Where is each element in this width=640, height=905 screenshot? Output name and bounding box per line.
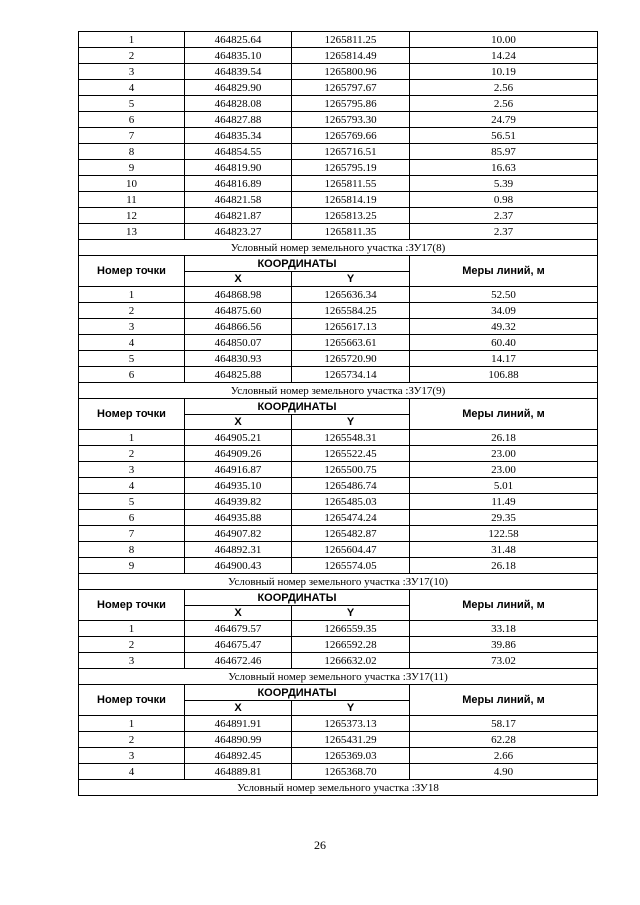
table-row bbox=[79, 748, 598, 764]
point-number-cell: 6 bbox=[79, 510, 185, 526]
line-measure-cell: 2.56 bbox=[410, 96, 598, 112]
x-coordinate-cell: 464819.90 bbox=[185, 160, 292, 176]
y-coordinate-cell: 1266592.28 bbox=[292, 637, 410, 653]
point-number-cell: 4 bbox=[79, 80, 185, 96]
x-coordinate-cell: 464679.57 bbox=[185, 621, 292, 637]
point-number-header: Номер точки bbox=[79, 256, 185, 287]
line-measure-cell: 26.18 bbox=[410, 558, 598, 574]
line-measure-cell: 73.02 bbox=[410, 653, 598, 669]
x-coordinate-cell: 464892.45 bbox=[185, 748, 292, 764]
y-header: Y bbox=[292, 701, 410, 716]
line-measure-cell: 85.97 bbox=[410, 144, 598, 160]
section-caption: Условный номер земельного участка :ЗУ18 bbox=[79, 780, 598, 796]
point-number-cell: 4 bbox=[79, 335, 185, 351]
x-coordinate-cell: 464900.43 bbox=[185, 558, 292, 574]
line-measure-cell: 2.66 bbox=[410, 748, 598, 764]
x-header: X bbox=[185, 415, 292, 430]
table-row bbox=[79, 653, 598, 669]
table-row bbox=[79, 510, 598, 526]
table-row bbox=[79, 558, 598, 574]
y-coordinate-cell: 1265734.14 bbox=[292, 367, 410, 383]
table-row bbox=[79, 176, 598, 192]
y-coordinate-cell: 1265500.75 bbox=[292, 462, 410, 478]
y-coordinate-cell: 1265584.25 bbox=[292, 303, 410, 319]
x-header: X bbox=[185, 272, 292, 287]
y-coordinate-cell: 1265814.49 bbox=[292, 48, 410, 64]
x-coordinate-cell: 464829.90 bbox=[185, 80, 292, 96]
line-measure-cell: 62.28 bbox=[410, 732, 598, 748]
line-measure-cell: 2.37 bbox=[410, 224, 598, 240]
y-coordinate-cell: 1265795.86 bbox=[292, 96, 410, 112]
point-number-cell: 5 bbox=[79, 351, 185, 367]
x-coordinate-cell: 464827.88 bbox=[185, 112, 292, 128]
x-coordinate-cell: 464907.82 bbox=[185, 526, 292, 542]
section-caption-row bbox=[79, 574, 598, 590]
y-coordinate-cell: 1265474.24 bbox=[292, 510, 410, 526]
x-coordinate-cell: 464839.54 bbox=[185, 64, 292, 80]
y-coordinate-cell: 1265373.13 bbox=[292, 716, 410, 732]
point-number-cell: 3 bbox=[79, 64, 185, 80]
x-coordinate-cell: 464675.47 bbox=[185, 637, 292, 653]
x-coordinate-cell: 464835.34 bbox=[185, 128, 292, 144]
x-coordinate-cell: 464916.87 bbox=[185, 462, 292, 478]
header-row bbox=[79, 399, 598, 415]
header-row bbox=[79, 256, 598, 272]
line-measure-cell: 5.01 bbox=[410, 478, 598, 494]
x-coordinate-cell: 464866.56 bbox=[185, 319, 292, 335]
x-coordinate-cell: 464939.82 bbox=[185, 494, 292, 510]
point-number-cell: 2 bbox=[79, 48, 185, 64]
header-row bbox=[79, 685, 598, 701]
table-row bbox=[79, 32, 598, 48]
y-coordinate-cell: 1265720.90 bbox=[292, 351, 410, 367]
point-number-cell: 1 bbox=[79, 716, 185, 732]
point-number-cell: 2 bbox=[79, 303, 185, 319]
line-measure-cell: 2.56 bbox=[410, 80, 598, 96]
x-coordinate-cell: 464835.10 bbox=[185, 48, 292, 64]
point-number-cell: 8 bbox=[79, 542, 185, 558]
line-measure-cell: 122.58 bbox=[410, 526, 598, 542]
x-coordinate-cell: 464821.58 bbox=[185, 192, 292, 208]
point-number-cell: 1 bbox=[79, 621, 185, 637]
table-row bbox=[79, 621, 598, 637]
point-number-cell: 5 bbox=[79, 96, 185, 112]
table-row bbox=[79, 462, 598, 478]
y-coordinate-cell: 1265368.70 bbox=[292, 764, 410, 780]
line-measure-cell: 23.00 bbox=[410, 446, 598, 462]
x-coordinate-cell: 464672.46 bbox=[185, 653, 292, 669]
x-coordinate-cell: 464850.07 bbox=[185, 335, 292, 351]
point-number-header: Номер точки bbox=[79, 399, 185, 430]
y-coordinate-cell: 1265716.51 bbox=[292, 144, 410, 160]
line-measure-cell: 2.37 bbox=[410, 208, 598, 224]
line-measure-cell: 33.18 bbox=[410, 621, 598, 637]
y-coordinate-cell: 1265574.05 bbox=[292, 558, 410, 574]
point-number-cell: 6 bbox=[79, 367, 185, 383]
y-coordinate-cell: 1266632.02 bbox=[292, 653, 410, 669]
table-row bbox=[79, 208, 598, 224]
section-caption-row bbox=[79, 780, 598, 796]
x-coordinate-cell: 464909.26 bbox=[185, 446, 292, 462]
y-coordinate-cell: 1265604.47 bbox=[292, 542, 410, 558]
x-coordinate-cell: 464816.89 bbox=[185, 176, 292, 192]
x-coordinate-cell: 464905.21 bbox=[185, 430, 292, 446]
point-number-cell: 8 bbox=[79, 144, 185, 160]
x-coordinate-cell: 464935.88 bbox=[185, 510, 292, 526]
x-coordinate-cell: 464823.27 bbox=[185, 224, 292, 240]
point-number-cell: 5 bbox=[79, 494, 185, 510]
section-caption: Условный номер земельного участка :ЗУ17(9) bbox=[79, 383, 598, 399]
y-coordinate-cell: 1265813.25 bbox=[292, 208, 410, 224]
y-coordinate-cell: 1265431.29 bbox=[292, 732, 410, 748]
table-row bbox=[79, 287, 598, 303]
point-number-cell: 3 bbox=[79, 462, 185, 478]
coordinates-header: КООРДИНАТЫ bbox=[185, 590, 410, 606]
section-caption-row bbox=[79, 383, 598, 399]
line-measure-cell: 56.51 bbox=[410, 128, 598, 144]
coordinates-document bbox=[78, 31, 597, 796]
x-coordinate-cell: 464825.88 bbox=[185, 367, 292, 383]
line-measure-cell: 49.32 bbox=[410, 319, 598, 335]
table-row bbox=[79, 542, 598, 558]
line-measures-header: Меры линий, м bbox=[410, 399, 598, 430]
line-measure-cell: 60.40 bbox=[410, 335, 598, 351]
point-number-cell: 12 bbox=[79, 208, 185, 224]
line-measure-cell: 58.17 bbox=[410, 716, 598, 732]
coordinates-header: КООРДИНАТЫ bbox=[185, 256, 410, 272]
y-coordinate-cell: 1265548.31 bbox=[292, 430, 410, 446]
point-number-cell: 6 bbox=[79, 112, 185, 128]
y-coordinate-cell: 1265795.19 bbox=[292, 160, 410, 176]
table-row bbox=[79, 192, 598, 208]
line-measure-cell: 11.49 bbox=[410, 494, 598, 510]
point-number-cell: 4 bbox=[79, 478, 185, 494]
line-measure-cell: 29.35 bbox=[410, 510, 598, 526]
y-header: Y bbox=[292, 272, 410, 287]
line-measure-cell: 31.48 bbox=[410, 542, 598, 558]
point-number-cell: 11 bbox=[79, 192, 185, 208]
line-measure-cell: 14.17 bbox=[410, 351, 598, 367]
table-row bbox=[79, 637, 598, 653]
table-row bbox=[79, 367, 598, 383]
section-caption-row bbox=[79, 669, 598, 685]
table-row bbox=[79, 716, 598, 732]
x-coordinate-cell: 464825.64 bbox=[185, 32, 292, 48]
line-measure-cell: 4.90 bbox=[410, 764, 598, 780]
point-number-cell: 3 bbox=[79, 748, 185, 764]
point-number-cell: 1 bbox=[79, 430, 185, 446]
table-row bbox=[79, 732, 598, 748]
section-caption-row bbox=[79, 240, 598, 256]
coordinates-header: КООРДИНАТЫ bbox=[185, 685, 410, 701]
x-header: X bbox=[185, 701, 292, 716]
line-measure-cell: 39.86 bbox=[410, 637, 598, 653]
point-number-cell: 2 bbox=[79, 446, 185, 462]
y-coordinate-cell: 1265663.61 bbox=[292, 335, 410, 351]
x-coordinate-cell: 464868.98 bbox=[185, 287, 292, 303]
line-measure-cell: 16.63 bbox=[410, 160, 598, 176]
x-coordinate-cell: 464854.55 bbox=[185, 144, 292, 160]
point-number-header: Номер точки bbox=[79, 685, 185, 716]
table-row bbox=[79, 96, 598, 112]
y-coordinate-cell: 1265811.25 bbox=[292, 32, 410, 48]
x-coordinate-cell: 464891.91 bbox=[185, 716, 292, 732]
y-coordinate-cell: 1265811.35 bbox=[292, 224, 410, 240]
table-row bbox=[79, 80, 598, 96]
point-number-cell: 9 bbox=[79, 160, 185, 176]
y-coordinate-cell: 1265797.67 bbox=[292, 80, 410, 96]
header-row bbox=[79, 590, 598, 606]
point-number-header: Номер точки bbox=[79, 590, 185, 621]
table-row bbox=[79, 478, 598, 494]
point-number-cell: 9 bbox=[79, 558, 185, 574]
y-coordinate-cell: 1265522.45 bbox=[292, 446, 410, 462]
table-row bbox=[79, 526, 598, 542]
y-coordinate-cell: 1265636.34 bbox=[292, 287, 410, 303]
x-coordinate-cell: 464828.08 bbox=[185, 96, 292, 112]
table-row bbox=[79, 446, 598, 462]
point-number-cell: 13 bbox=[79, 224, 185, 240]
y-coordinate-cell: 1265811.55 bbox=[292, 176, 410, 192]
line-measures-header: Меры линий, м bbox=[410, 256, 598, 287]
line-measure-cell: 34.09 bbox=[410, 303, 598, 319]
table-row bbox=[79, 764, 598, 780]
point-number-cell: 2 bbox=[79, 637, 185, 653]
point-number-cell: 7 bbox=[79, 526, 185, 542]
y-coordinate-cell: 1265486.74 bbox=[292, 478, 410, 494]
point-number-cell: 2 bbox=[79, 732, 185, 748]
y-coordinate-cell: 1265369.03 bbox=[292, 748, 410, 764]
line-measure-cell: 23.00 bbox=[410, 462, 598, 478]
line-measures-header: Меры линий, м bbox=[410, 590, 598, 621]
y-coordinate-cell: 1265793.30 bbox=[292, 112, 410, 128]
y-coordinate-cell: 1266559.35 bbox=[292, 621, 410, 637]
point-number-cell: 1 bbox=[79, 32, 185, 48]
x-coordinate-cell: 464821.87 bbox=[185, 208, 292, 224]
table-row bbox=[79, 494, 598, 510]
line-measure-cell: 24.79 bbox=[410, 112, 598, 128]
line-measure-cell: 14.24 bbox=[410, 48, 598, 64]
line-measure-cell: 26.18 bbox=[410, 430, 598, 446]
line-measure-cell: 5.39 bbox=[410, 176, 598, 192]
table-row bbox=[79, 144, 598, 160]
point-number-cell: 1 bbox=[79, 287, 185, 303]
section-caption: Условный номер земельного участка :ЗУ17(11) bbox=[79, 669, 598, 685]
table-row bbox=[79, 64, 598, 80]
table-row bbox=[79, 335, 598, 351]
x-coordinate-cell: 464890.99 bbox=[185, 732, 292, 748]
point-number-cell: 10 bbox=[79, 176, 185, 192]
point-number-cell: 3 bbox=[79, 653, 185, 669]
section-caption: Условный номер земельного участка :ЗУ17(10) bbox=[79, 574, 598, 590]
line-measure-cell: 10.19 bbox=[410, 64, 598, 80]
y-coordinate-cell: 1265485.03 bbox=[292, 494, 410, 510]
table-row bbox=[79, 303, 598, 319]
y-header: Y bbox=[292, 606, 410, 621]
coordinates-header: КООРДИНАТЫ bbox=[185, 399, 410, 415]
line-measures-header: Меры линий, м bbox=[410, 685, 598, 716]
point-number-cell: 4 bbox=[79, 764, 185, 780]
x-coordinate-cell: 464830.93 bbox=[185, 351, 292, 367]
table-row bbox=[79, 351, 598, 367]
x-coordinate-cell: 464935.10 bbox=[185, 478, 292, 494]
x-coordinate-cell: 464892.31 bbox=[185, 542, 292, 558]
table-row bbox=[79, 430, 598, 446]
y-coordinate-cell: 1265617.13 bbox=[292, 319, 410, 335]
y-coordinate-cell: 1265814.19 bbox=[292, 192, 410, 208]
table-row bbox=[79, 160, 598, 176]
y-coordinate-cell: 1265482.87 bbox=[292, 526, 410, 542]
y-coordinate-cell: 1265769.66 bbox=[292, 128, 410, 144]
table-row bbox=[79, 128, 598, 144]
table-row bbox=[79, 112, 598, 128]
table-row bbox=[79, 224, 598, 240]
line-measure-cell: 52.50 bbox=[410, 287, 598, 303]
x-coordinate-cell: 464875.60 bbox=[185, 303, 292, 319]
table-row bbox=[79, 319, 598, 335]
point-number-cell: 7 bbox=[79, 128, 185, 144]
page-number: 26 bbox=[314, 838, 326, 852]
y-header: Y bbox=[292, 415, 410, 430]
section-caption: Условный номер земельного участка :ЗУ17(8) bbox=[79, 240, 598, 256]
point-number-cell: 3 bbox=[79, 319, 185, 335]
coordinates-table bbox=[78, 31, 598, 796]
line-measure-cell: 10.00 bbox=[410, 32, 598, 48]
x-coordinate-cell: 464889.81 bbox=[185, 764, 292, 780]
y-coordinate-cell: 1265800.96 bbox=[292, 64, 410, 80]
x-header: X bbox=[185, 606, 292, 621]
line-measure-cell: 0.98 bbox=[410, 192, 598, 208]
line-measure-cell: 106.88 bbox=[410, 367, 598, 383]
table-row bbox=[79, 48, 598, 64]
